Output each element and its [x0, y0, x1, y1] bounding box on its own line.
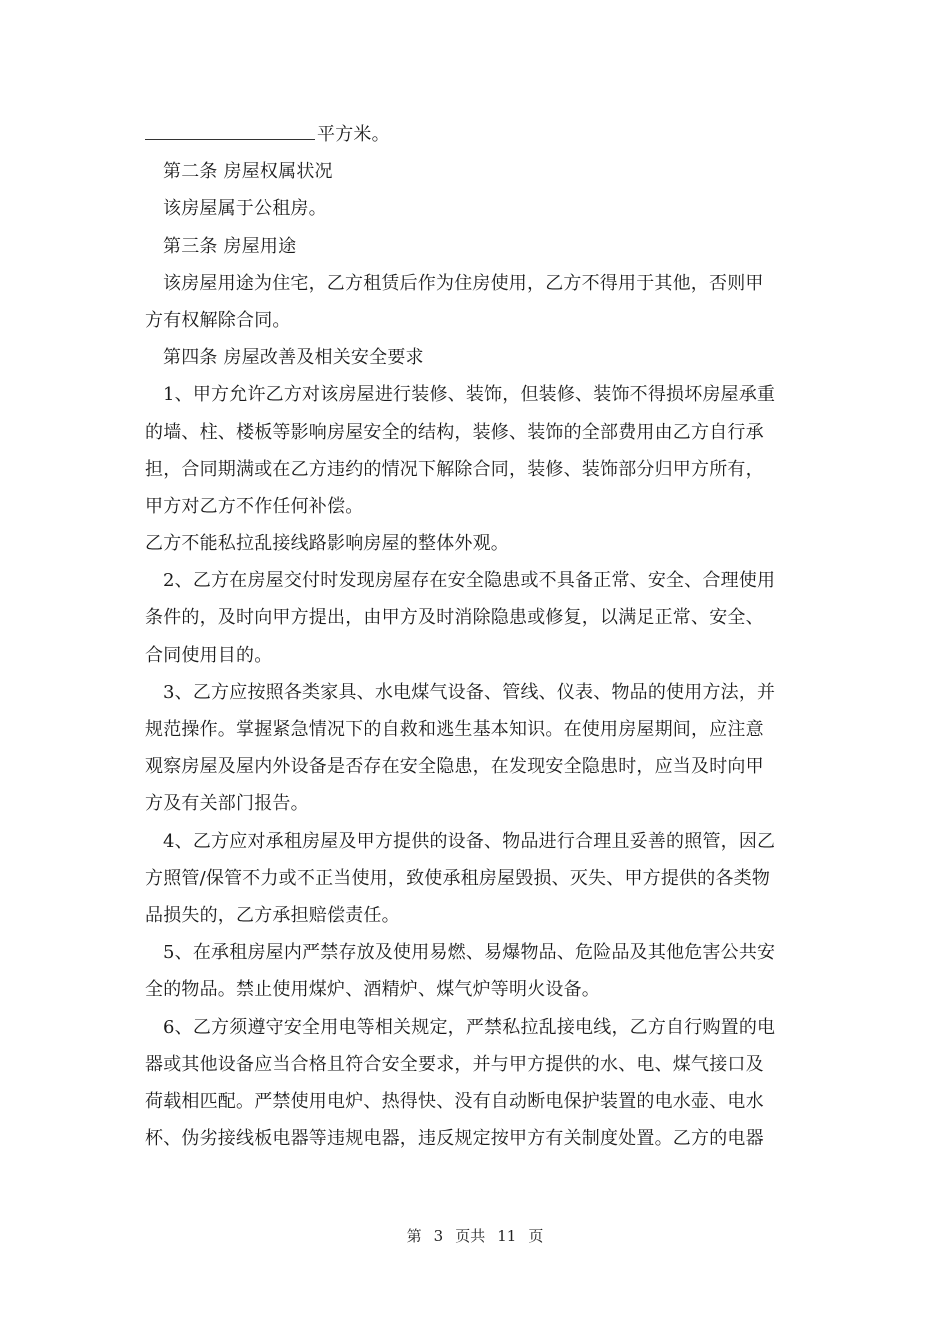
text-line: 规范操作。掌握紧急情况下的自救和逃生基本知识。在使用房屋期间，应注意 [145, 719, 764, 740]
text-line: 荷载相匹配。严禁使用电炉、热得快、没有自动断电保护装置的电水壶、电水 [145, 1090, 764, 1112]
text-line: 3、乙方应按照各类家具、水电煤气设备、管线、仪表、物品的使用方法，并 [163, 681, 776, 703]
text-line: 2、乙方在房屋交付时发现房屋存在安全隐患或不具备正常、安全、合理使用 [163, 570, 776, 592]
article-heading: 第二条 房屋权属状况 [163, 161, 333, 183]
text-line: 4、乙方应对承租房屋及甲方提供的设备、物品进行合理且妥善的照管，因乙 [163, 830, 776, 852]
text-line: 观察房屋及屋内外设备是否存在安全隐患，在发现安全隐患时，应当及时向甲 [145, 756, 764, 778]
text-line: 甲方对乙方不作任何补偿。 [145, 495, 364, 517]
fill-in-blank [145, 119, 315, 140]
text-line: 乙方不能私拉乱接线路影响房屋的整体外观。 [145, 533, 509, 555]
text-line: 1、甲方允许乙方对该房屋进行装修、装饰，但装修、装饰不得损坏房屋承重 [163, 384, 776, 406]
text-line: 的墙、柱、楼板等影响房屋安全的结构，装修、装饰的全部费用由乙方自行承 [145, 421, 764, 443]
text-line: 器或其他设备应当合格且符合安全要求，并与甲方提供的水、电、煤气接口及 [145, 1053, 764, 1075]
line-text: 平方米。 [317, 124, 390, 145]
text-line: 6、乙方须遵守安全用电等相关规定，严禁私拉乱接电线，乙方自行购置的电 [163, 1016, 776, 1038]
text-line: 5、在承租房屋内严禁存放及使用易燃、易爆物品、危险品及其他危害公共安 [163, 942, 776, 964]
footer-total-pages: 11 [497, 1227, 517, 1245]
text-line: 条件的，及时向甲方提出，由甲方及时消除隐患或修复，以满足正常、安全、 [145, 607, 764, 629]
footer-suffix: 页 [528, 1227, 544, 1245]
footer-middle: 页共 [455, 1227, 486, 1245]
footer-current-page: 3 [433, 1227, 444, 1245]
text-line: 担，合同期满或在乙方违约的情况下解除合同，装修、装饰部分归甲方所有， [145, 458, 764, 480]
text-line [145, 116, 805, 153]
page-footer [0, 1226, 950, 1246]
text-line: 该房屋属于公租房。 [163, 198, 327, 220]
article-heading: 第四条 房屋改善及相关安全要求 [163, 347, 424, 369]
text-line: 合同使用目的。 [145, 644, 273, 666]
text-line: 方及有关部门报告。 [145, 793, 309, 815]
document-body [145, 116, 805, 1157]
text-line: 全的物品。禁止使用煤炉、酒精炉、煤气炉等明火设备。 [145, 979, 600, 1001]
footer-prefix: 第 [406, 1227, 422, 1245]
text-line: 方照管/保管不力或不正当使用，致使承租房屋毁损、灭失、甲方提供的各类物 [145, 867, 771, 889]
text-line: 方有权解除合同。 [145, 309, 291, 331]
text-line: 品损失的，乙方承担赔偿责任。 [145, 904, 400, 926]
article-heading: 第三条 房屋用途 [163, 235, 297, 257]
text-line: 该房屋用途为住宅，乙方租赁后作为住房使用，乙方不得用于其他，否则甲 [163, 272, 764, 294]
text-line: 杯、伪劣接线板电器等违规电器，违反规定按甲方有关制度处置。乙方的电器 [145, 1128, 764, 1150]
